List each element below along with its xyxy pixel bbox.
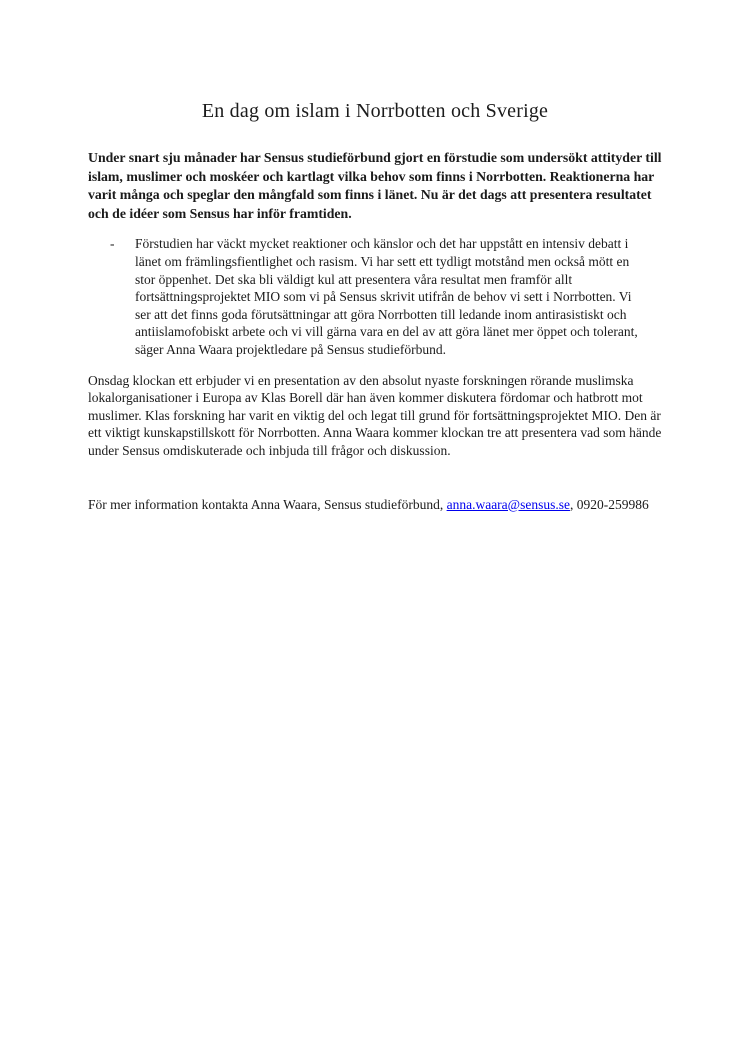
- contact-text-before: För mer information kontakta Anna Waara, Sensus studieförbund,: [88, 496, 447, 512]
- body-paragraph: Onsdag klockan ett erbjuder vi en presentation av den absolut nyaste forskningen rörande muslimska lokalorganisationer i Europa av Klas Borell där han även kommer diskutera fördomar och hatbrott mot muslimer. Klas forskning har varit en viktig del och legat till grund för fortsättningsprojektet MIO. Den är ett viktigt kunskapstillskott för Norrbotten. Anna Waara kommer klockan tre att presentera vad som hände under Sensus omdiskuterade och inbjuda till frågor och diskussion.: [88, 372, 662, 458]
- lead-paragraph: Under snart sju månader har Sensus studieförbund gjort en förstudie som undersökt attityder till islam, muslimer och moskéer och kartlagt vilka behov som finns i Norrbotten. Reaktionerna har varit många och speglar den mångfald som finns i länet. Nu är det dags att presentera resultatet och de idéer som Sensus har inför framtiden.: [88, 150, 662, 221]
- dash-bullet: -: [110, 236, 115, 252]
- contact-paragraph: [88, 496, 662, 514]
- quote-list-item: [88, 235, 662, 358]
- page-title: En dag om islam i Norrbotten och Sverige: [201, 100, 549, 122]
- document-content: [88, 100, 662, 513]
- contact-text-after: , 0920-259986: [569, 496, 649, 512]
- quote-text: Förstudien har väckt mycket reaktioner och känslor och det har uppstått en intensiv debatt i länet om främlingsfientlighet och rasism. Vi har sett ett tydligt motstånd men också mött en stor öppenhet. Det ska bli väldigt kul att presentera våra resultat men framför allt fortsättningsprojektet MIO som vi på Sensus skrivit utifrån de behov vi sett i Norrbotten. Vi ser att det finns goda förutsättningar att göra Norrbotten till ledande inom antirasistiskt och antiislamofobiskt arbete och vi vill gärna vara en del av att göra länet mer öppet och tolerant, säger Anna Waara projektledare på Sensus studieförbund.: [135, 236, 638, 357]
- email-link[interactable]: anna.waara@sensus.se: [446, 496, 570, 512]
